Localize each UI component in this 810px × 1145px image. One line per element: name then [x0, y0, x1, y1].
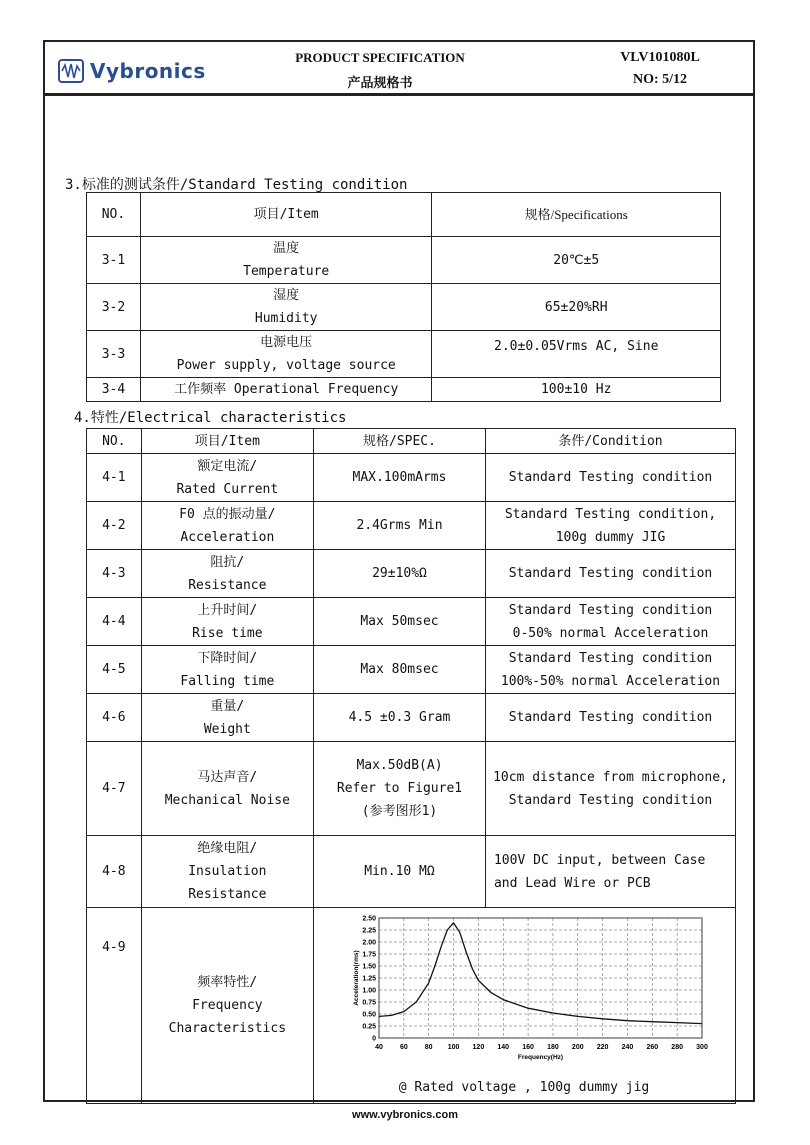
electrical-characteristics-table [86, 428, 736, 1104]
item-line: 马达声音/ [197, 769, 258, 785]
item-line: 额定电流/ [197, 458, 258, 474]
table-row [87, 836, 736, 908]
acceleration-curve [379, 923, 702, 1024]
row-no: 4-2 [87, 502, 142, 550]
y-tick-label: 0.75 [362, 999, 376, 1007]
condition-line: Standard Testing condition [508, 792, 713, 808]
row-no: 3-2 [87, 284, 141, 331]
row-condition: Standard Testing condition [485, 454, 735, 502]
footer-url: www.vybronics.com [352, 1109, 458, 1121]
x-tick-label: 140 [497, 1044, 510, 1051]
x-tick-label: 180 [547, 1044, 559, 1051]
table-row [87, 454, 736, 502]
item-en: Humidity [254, 311, 318, 326]
col-header: 项目/Item [141, 429, 313, 454]
item-line: Resistance [188, 577, 267, 593]
row-item [141, 908, 313, 1104]
item-line: Mechanical Noise [164, 792, 290, 808]
section3-title: 3.标准的测试条件/Standard Testing condition [65, 177, 408, 193]
row-condition [485, 836, 735, 908]
y-tick-label: 0 [372, 1035, 376, 1043]
row-spec: Min.10 MΩ [314, 836, 486, 908]
table-row [87, 694, 736, 742]
col-header: 项目/Item [140, 193, 432, 237]
row-no: 4-4 [87, 598, 142, 646]
x-tick-label: 160 [522, 1044, 534, 1051]
item-cn: 温度 [273, 241, 300, 256]
spec-line: Refer to Figure1 [336, 781, 463, 796]
vybronics-logo [58, 56, 228, 86]
row-condition: Standard Testing condition [485, 694, 735, 742]
row-item [141, 694, 313, 742]
item-line: Rated Current [176, 481, 279, 497]
condition-line: 0-50% normal Acceleration [512, 625, 709, 641]
table-row [87, 378, 721, 402]
condition-line: Standard Testing condition [508, 602, 713, 618]
x-tick-label: 120 [472, 1044, 485, 1051]
row-item [140, 284, 432, 331]
condition-line: 100g dummy JIG [555, 529, 666, 545]
col-header: 规格/SPEC. [314, 429, 486, 454]
x-tick-label: 300 [696, 1044, 708, 1051]
condition-line: Standard Testing condition, [504, 506, 717, 522]
item-line: Frequency [192, 998, 263, 1013]
standard-testing-table [86, 192, 721, 402]
table-row [87, 646, 736, 694]
x-tick-label: 220 [596, 1044, 609, 1051]
item-line: 上升时间/ [197, 602, 258, 618]
header-bottom-rule [43, 93, 755, 96]
col-header: 条件/Condition [485, 429, 735, 454]
y-tick-label: 2.25 [362, 927, 376, 935]
chart-caption: @ Rated voltage , 100g dummy jig [398, 1080, 650, 1095]
row-item [141, 742, 313, 836]
spec-line: (参考图形1) [361, 804, 438, 819]
col-header: NO. [87, 193, 141, 237]
row-no: 4-5 [87, 646, 142, 694]
x-tick-label: 280 [671, 1044, 683, 1051]
row-condition: Standard Testing condition [485, 550, 735, 598]
x-tick-label: 60 [399, 1044, 408, 1051]
x-tick-label: 260 [646, 1044, 659, 1051]
row-no: 4-1 [87, 454, 142, 502]
x-tick-label: 240 [621, 1044, 634, 1051]
table-row [87, 598, 736, 646]
condition-line: and Lead Wire or PCB [493, 875, 651, 891]
x-axis-label: Frequency(Hz) [517, 1054, 564, 1061]
condition-line: 100V DC input, between Case [493, 852, 706, 868]
x-tick-label: 200 [571, 1044, 584, 1051]
item-line: 阻抗/ [210, 554, 245, 570]
row-spec: 100±10 Hz [432, 378, 721, 402]
row-item [141, 502, 313, 550]
table-row [87, 550, 736, 598]
row-no: 4-3 [87, 550, 142, 598]
table-row [87, 237, 721, 284]
row-spec: Max 50msec [314, 598, 486, 646]
model-number: VLV101080L [620, 50, 700, 65]
condition-line: Standard Testing condition [508, 650, 713, 666]
section4-title: 4.特性/Electrical characteristics [74, 410, 347, 426]
y-tick-label: 2.00 [362, 939, 376, 947]
item-line: Rise time [192, 625, 263, 641]
row-no: 4-8 [87, 836, 142, 908]
page-number: NO: 5/12 [632, 72, 688, 87]
row-item: 工作频率 Operational Frequency [140, 378, 432, 402]
item-line: 绝缘电阻/ [197, 841, 258, 856]
row-spec: 29±10%Ω [314, 550, 486, 598]
row-spec: Max 80msec [314, 646, 486, 694]
row-spec: 20℃±5 [432, 237, 721, 284]
y-tick-label: 1.75 [362, 951, 376, 959]
title-en: PRODUCT SPECIFICATION [295, 50, 465, 65]
item-en: Temperature [243, 264, 330, 279]
col-header: NO. [87, 429, 142, 454]
y-tick-label: 1.00 [362, 987, 376, 995]
x-tick-label: 40 [375, 1044, 383, 1051]
row-spec: 4.5 ±0.3 Gram [314, 694, 486, 742]
condition-line: 100%-50% normal Acceleration [500, 673, 721, 689]
table-header-row [87, 193, 721, 237]
row-no: 3-3 [87, 331, 141, 378]
document-title [250, 50, 510, 94]
row-item [141, 598, 313, 646]
row-no: 3-4 [87, 378, 141, 402]
spec-line: Max.50dB(A) [356, 758, 443, 773]
row-spec [314, 742, 486, 836]
frequency-chart-svg [314, 908, 734, 1073]
frequency-chart-cell [314, 908, 736, 1104]
row-spec: MAX.100mArms [314, 454, 486, 502]
row-no: 4-7 [87, 742, 142, 836]
y-tick-label: 1.50 [362, 963, 376, 971]
item-line: Insulation [188, 864, 267, 879]
table-row [87, 284, 721, 331]
logo-mark-icon [58, 59, 84, 83]
table-row [87, 331, 721, 378]
row-item [140, 237, 432, 284]
row-condition [485, 742, 735, 836]
row-item [141, 454, 313, 502]
table-row [87, 502, 736, 550]
y-tick-label: 0.25 [362, 1023, 376, 1031]
item-line: Falling time [180, 673, 275, 689]
row-condition [485, 598, 735, 646]
item-line: 下降时间/ [197, 650, 258, 666]
table-row [87, 908, 736, 1104]
item-line: Acceleration [180, 529, 275, 545]
row-condition [485, 646, 735, 694]
x-tick-label: 100 [447, 1044, 460, 1051]
frequency-chart [314, 908, 734, 1103]
item-cn: 湿度 [273, 288, 300, 303]
row-no: 4-6 [87, 694, 142, 742]
row-no: 3-1 [87, 237, 141, 284]
row-item [141, 550, 313, 598]
item-line: F0 点的振动量/ [179, 506, 276, 522]
item-line: Weight [203, 721, 251, 737]
row-no: 4-9 [87, 908, 142, 1104]
item-line: 重量/ [210, 698, 245, 714]
title-cn: 产品规格书 [347, 75, 413, 90]
item-cn: 电源电压 [260, 335, 313, 350]
y-tick-label: 0.50 [362, 1011, 376, 1019]
item-line: Resistance [188, 887, 267, 902]
row-condition [485, 502, 735, 550]
y-tick-label: 1.25 [362, 975, 376, 983]
col-header: 规格/Specifications [432, 193, 721, 237]
row-item [141, 836, 313, 908]
table-row [87, 742, 736, 836]
logo-text: Vybronics [90, 59, 206, 83]
condition-line: 10cm distance from microphone, [493, 769, 728, 785]
row-item [140, 331, 432, 378]
row-spec: 65±20%RH [432, 284, 721, 331]
item-en: Power supply, voltage source [176, 358, 396, 373]
item-line: Characteristics [168, 1021, 287, 1036]
x-tick-label: 80 [424, 1044, 433, 1051]
y-tick-label: 2.50 [362, 915, 376, 923]
table-header-row [87, 429, 736, 454]
row-spec: 2.0±0.05Vrms AC, Sine [432, 331, 721, 378]
document-id [570, 50, 750, 94]
row-item [141, 646, 313, 694]
item-line: 频率特性/ [197, 975, 258, 990]
y-axis-label: Acceleration(rms) [353, 950, 360, 1006]
row-spec: 2.4Grms Min [314, 502, 486, 550]
